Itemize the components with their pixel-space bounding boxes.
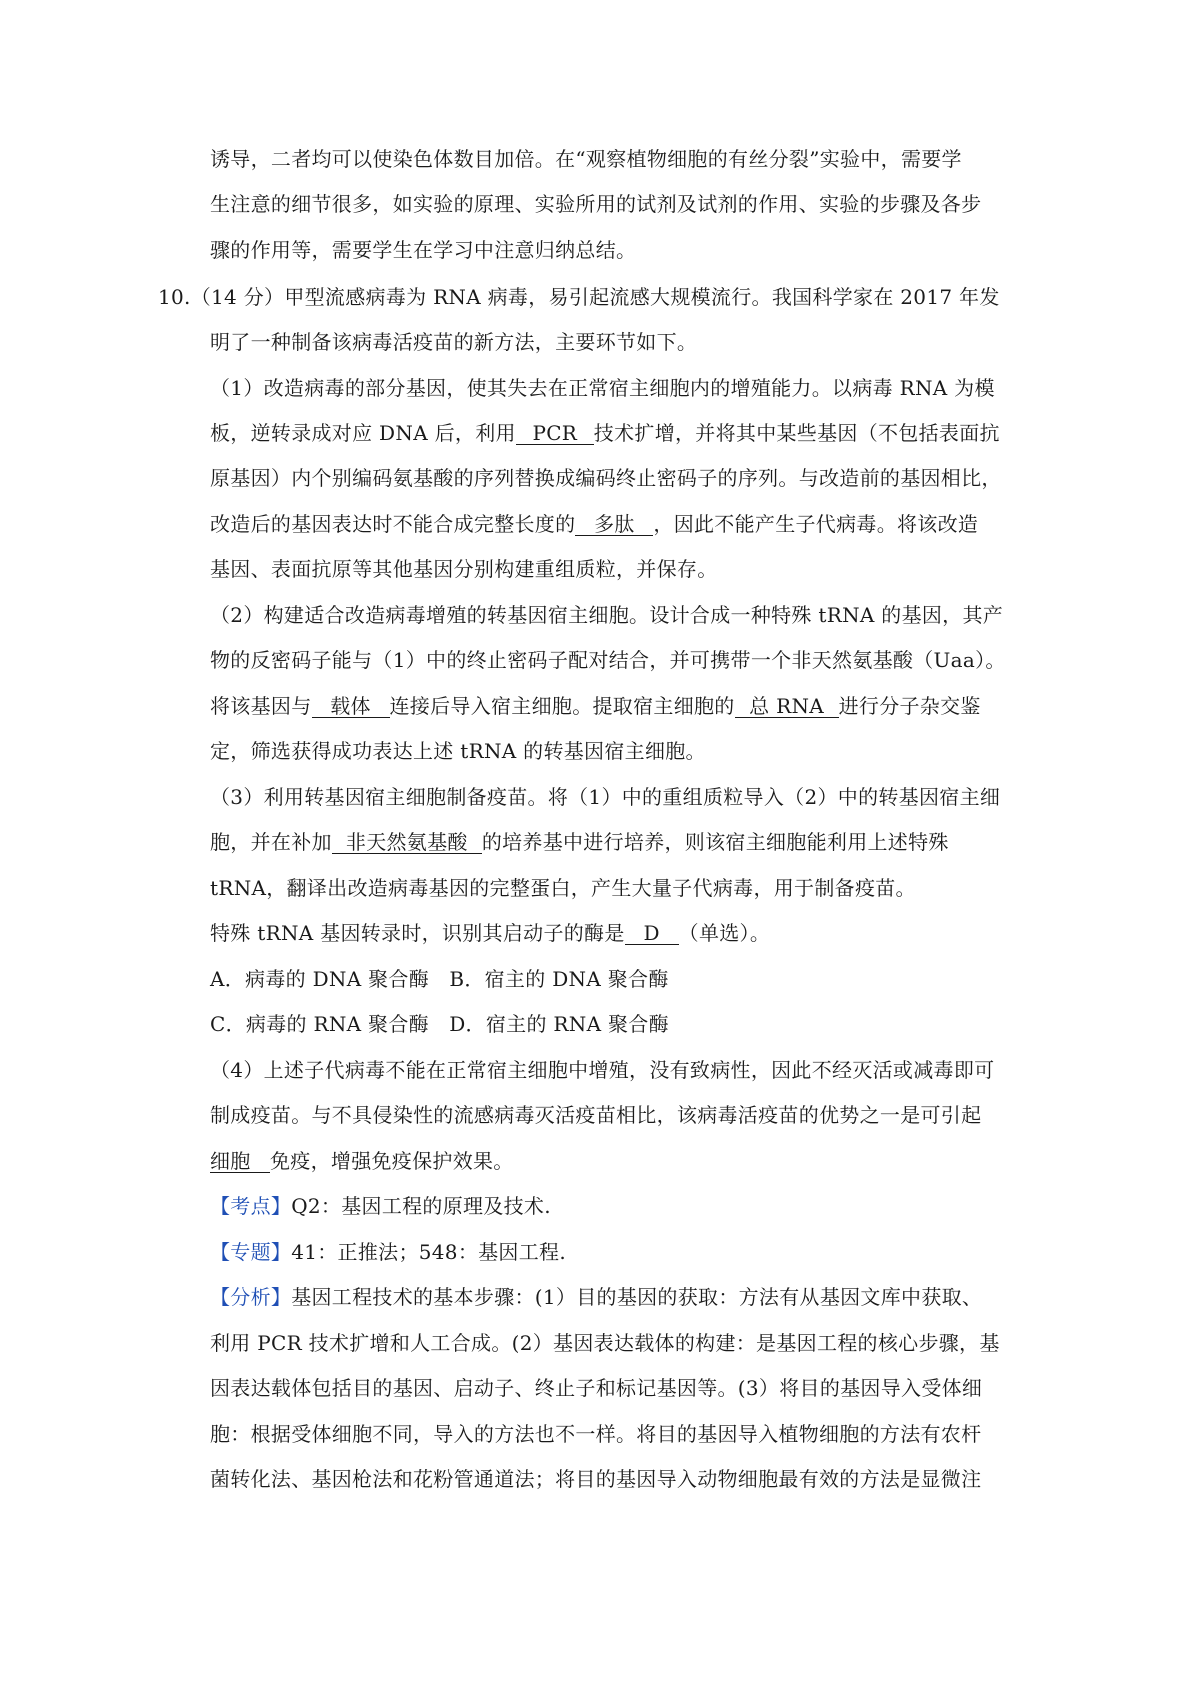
- answer-blank-5: 非天然氨基酸: [332, 831, 482, 854]
- zhuanti-text: 41：正推法；548：基因工程.: [291, 1240, 566, 1264]
- part3-line-4b: （单选）。: [678, 921, 771, 945]
- intro-line-1: 诱导，二者均可以使染色体数目加倍。在“观察植物细胞的有丝分裂”实验中，需要学: [210, 147, 962, 171]
- part2-line-1: （2）构建适合改造病毒增殖的转基因宿主细胞。设计合成一种特殊 tRNA 的基因，其产: [210, 603, 1004, 627]
- part4-line-3: [210, 1147, 514, 1175]
- part3-line-2: [210, 828, 949, 856]
- part2-line-3b: 连接后导入宿主细胞。提取宿主细胞的: [389, 694, 735, 718]
- option-a-b: A．病毒的 DNA 聚合酶 B．宿主的 DNA 聚合酶: [210, 967, 669, 991]
- answer-blank-4: 总 RNA: [735, 695, 839, 718]
- part3-line-2b: 的培养基中进行培养，则该宿主细胞能利用上述特殊: [481, 830, 949, 854]
- answer-blank-7: 细胞: [210, 1150, 270, 1173]
- part2-line-3c: 进行分子杂交鉴: [838, 694, 981, 718]
- part2-line-2: 物的反密码子能与（1）中的终止密码子配对结合，并可携带一个非天然氨基酸（Uaa）。: [210, 648, 1006, 672]
- kaodian-text: Q2：基因工程的原理及技术.: [291, 1194, 551, 1218]
- part3-line-4a: 特殊 tRNA 基因转录时，识别其启动子的酶是: [210, 921, 625, 945]
- part2-line-3a: 将该基因与: [210, 694, 312, 718]
- part3-line-1: （3）利用转基因宿主细胞制备疫苗。将（1）中的重组质粒导入（2）中的转基因宿主细: [210, 785, 1001, 809]
- part1-line-3: 原基因）内个别编码氨基酸的序列替换成编码终止密码子的序列。与改造前的基因相比，: [210, 466, 1002, 490]
- part3-line-4: [210, 919, 770, 947]
- part1-line-2a: 板，逆转录成对应 DNA 后，利用: [210, 421, 516, 445]
- answer-blank-6: D: [625, 922, 679, 945]
- part1-line-4: [210, 510, 978, 538]
- fenxi-line-5: 菌转化法、基因枪法和花粉管通道法；将目的基因导入动物细胞最有效的方法是显微注: [210, 1467, 982, 1491]
- fenxi-text-1: 基因工程技术的基本步骤：(1）目的基因的获取：方法有从基因文库中获取、: [291, 1285, 983, 1309]
- fenxi-line-3: 因表达载体包括目的基因、启动子、终止子和标记基因等。(3）将目的基因导入受体细: [210, 1376, 983, 1400]
- part1-line-4b: ，因此不能产生子代病毒。将该改造: [653, 512, 979, 536]
- part4-line-1: （4）上述子代病毒不能在正常宿主细胞中增殖，没有致病性，因此不经灭活或减毒即可: [210, 1058, 995, 1082]
- kaodian-tag: 【考点】: [210, 1194, 292, 1218]
- part1-line-4a: 改造后的基因表达时不能合成完整长度的: [210, 512, 576, 536]
- part4-line-3b: 免疫，增强免疫保护效果。: [270, 1149, 514, 1173]
- part4-line-2: 制成疫苗。与不具侵染性的流感病毒灭活疫苗相比，该病毒活疫苗的优势之一是可引起: [210, 1103, 982, 1127]
- part1-line-1: （1）改造病毒的部分基因，使其失去在正常宿主细胞内的增殖能力。以病毒 RNA 为模: [210, 376, 995, 400]
- zhuanti-tag: 【专题】: [210, 1240, 292, 1264]
- answer-blank-1: PCR: [516, 422, 594, 445]
- zhuanti-line: [210, 1238, 566, 1266]
- part3-line-2a: 胞，并在补加: [210, 830, 332, 854]
- answer-blank-3: 载体: [312, 695, 390, 718]
- answer-blank-2: 多肽: [575, 513, 653, 536]
- intro-line-3: 骤的作用等，需要学生在学习中注意归纳总结。: [210, 238, 637, 262]
- part2-line-4: 定，筛选获得成功表达上述 tRNA 的转基因宿主细胞。: [210, 739, 706, 763]
- fenxi-tag: 【分析】: [210, 1285, 292, 1309]
- part2-line-3: [210, 692, 981, 720]
- question-10-line-2: 明了一种制备该病毒活疫苗的新方法，主要环节如下。: [210, 330, 698, 354]
- part3-line-3: tRNA，翻译出改造病毒基因的完整蛋白，产生大量子代病毒，用于制备疫苗。: [210, 876, 916, 900]
- part1-line-2: [210, 419, 1000, 447]
- option-c-d: C．病毒的 RNA 聚合酶 D．宿主的 RNA 聚合酶: [210, 1012, 669, 1036]
- part1-line-5: 基因、表面抗原等其他基因分别构建重组质粒，并保存。: [210, 557, 718, 581]
- fenxi-line-4: 胞：根据受体细胞不同，导入的方法也不一样。将目的基因导入植物细胞的方法有农杆: [210, 1422, 982, 1446]
- fenxi-line-1: [210, 1283, 982, 1311]
- question-10-line-1: 10.（14 分）甲型流感病毒为 RNA 病毒，易引起流感大规模流行。我国科学家在 2017 年发: [158, 285, 1000, 309]
- kaodian-line: [210, 1192, 551, 1220]
- intro-line-2: 生注意的细节很多，如实验的原理、实验所用的试剂及试剂的作用、实验的步骤及各步: [210, 192, 982, 216]
- fenxi-line-2: 利用 PCR 技术扩增和人工合成。(2）基因表达载体的构建：是基因工程的核心步骤，基: [210, 1331, 1000, 1355]
- part1-line-2b: 技术扩增，并将其中某些基因（不包括表面抗: [593, 421, 1000, 445]
